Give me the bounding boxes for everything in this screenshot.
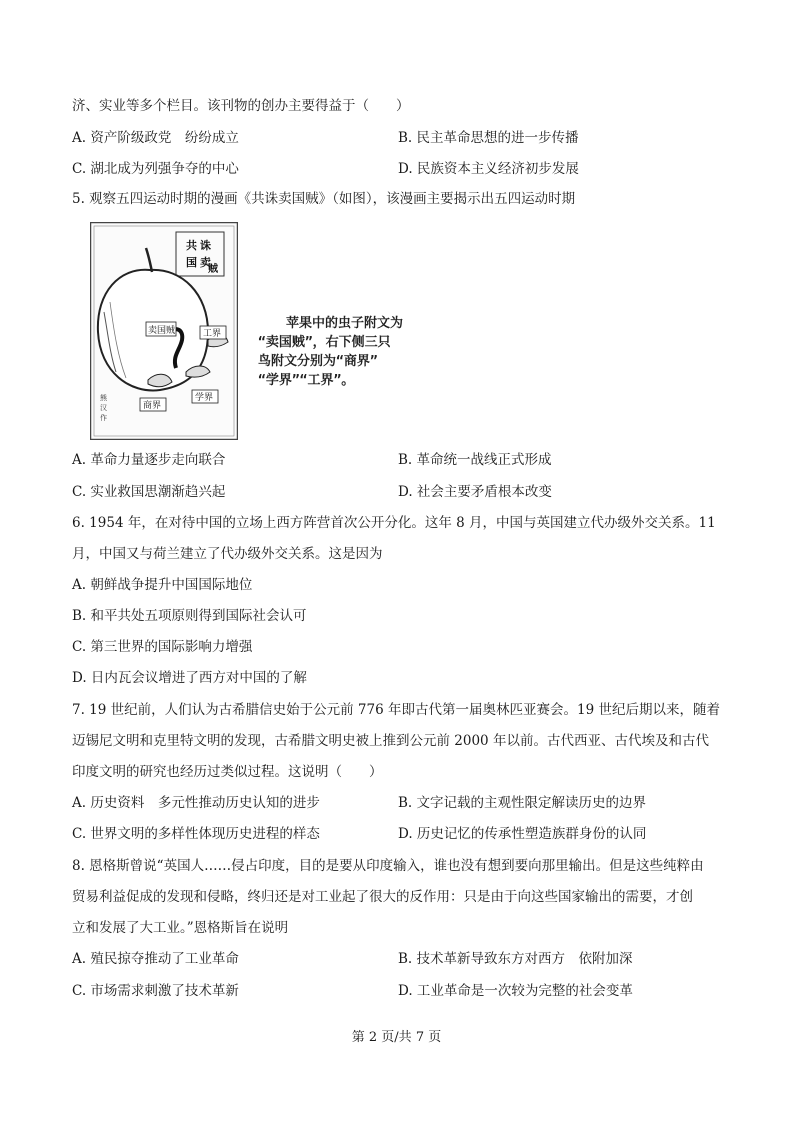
caption-line: 苹果中的虫子附文为: [286, 316, 404, 331]
svg-text:商界: 商界: [143, 401, 162, 411]
q6-option-c: C. 第三世界的国际影响力增强: [72, 639, 253, 655]
svg-text:汉: 汉: [100, 404, 107, 412]
q5-option-b: B. 革命统一战线正式形成: [398, 452, 552, 468]
q4-option-d: D. 民族资本主义经济初步发展: [398, 161, 579, 177]
svg-text:卖: 卖: [200, 256, 211, 269]
q7-option-a: A. 历史资料 多元性推动历史认知的进步: [72, 795, 320, 811]
svg-text:贼: 贼: [208, 264, 218, 275]
q5-figure: [90, 222, 470, 440]
svg-text:卖国贼: 卖国贼: [148, 326, 176, 336]
caption-line: “学界”“工界”。: [258, 373, 355, 388]
cartoon-title-part: 共: [186, 239, 197, 252]
svg-text:学界: 学界: [195, 393, 214, 403]
q6-option-d: D. 日内瓦会议增进了西方对中国的了解: [72, 670, 307, 686]
q8-stem-line2: 贸易利益促成的发现和侵略，终归还是对工业起了很大的反作用：只是由于向这些国家输出的需要，才创: [72, 889, 693, 905]
q7-stem-line1: 7. 19 世纪前，人们认为古希腊信史始于公元前 776 年即古代第一届奥林匹亚赛会。19 世纪后期以来，随着: [72, 702, 720, 718]
q8-stem-line1: 8. 恩格斯曾说“英国人……侵占印度，目的是要从印度输入，谁也没有想到要向那里输出。但是这些纯粹由: [72, 858, 704, 874]
svg-text:熊: 熊: [100, 394, 107, 402]
svg-text:诛: 诛: [200, 239, 211, 252]
svg-text:工界: 工界: [203, 329, 222, 339]
q8-option-d: D. 工业革命是一次较为完整的社会变革: [398, 983, 633, 999]
q7-option-c: C. 世界文明的多样性体现历史进程的样态: [72, 826, 320, 842]
q4-option-a: A. 资产阶级政党 纷纷成立: [72, 130, 239, 146]
q5-option-a: A. 革命力量逐步走向联合: [72, 452, 226, 468]
q7-stem-line2: 迈锡尼文明和克里特文明的发现，古希腊文明史被上推到公元前 2000 年以前。古代西亚、古代埃及和古代: [72, 733, 709, 749]
q7-option-d: D. 历史记忆的传承性塑造族群身份的认同: [398, 826, 647, 842]
q6-stem-line2: 月，中国又与荷兰建立了代办级外交关系。这是因为: [72, 546, 383, 562]
q8-stem-line3: 立和发展了大工业。”恩格斯旨在说明: [72, 920, 289, 936]
q6-stem-line1: 6. 1954 年，在对待中国的立场上西方阵营首次公开分化。这年 8 月，中国与英国建立代办级外交关系。11: [72, 515, 716, 531]
svg-text:国: 国: [186, 256, 197, 269]
q7-option-b: B. 文字记载的主观性限定解读历史的边界: [398, 795, 647, 811]
intro-line: 济、实业等多个栏目。该刊物的创办主要得益于（ ）: [72, 98, 410, 114]
caption-line: 鸟附文分别为“商界”: [258, 354, 378, 369]
caption-line: “卖国贼”，右下侧三只: [258, 335, 391, 350]
cartoon-image: [90, 222, 238, 440]
q8-option-a: A. 殖民掠夺推动了工业革命: [72, 951, 239, 967]
q6-option-b: B. 和平共处五项原则得到国际社会认可: [72, 608, 307, 624]
cartoon-caption: [258, 314, 468, 390]
q5-option-c: C. 实业救国思潮渐趋兴起: [72, 484, 226, 500]
q8-option-b: B. 技术革新导致东方对西方 依附加深: [398, 951, 633, 967]
q4-option-c: C. 湖北成为列强争夺的中心: [72, 161, 239, 177]
q4-option-b: B. 民主革命思想的进一步传播: [398, 130, 579, 146]
q8-option-c: C. 市场需求刺激了技术革新: [72, 983, 239, 999]
q5-option-d: D. 社会主要矛盾根本改变: [398, 484, 552, 500]
q6-option-a: A. 朝鲜战争提升中国国际地位: [72, 577, 253, 593]
page-footer: 第 2 页/共 7 页: [351, 1030, 442, 1045]
q5-stem: 5. 观察五四运动时期的漫画《共诛卖国贼》（如图），该漫画主要揭示出五四运动时期: [72, 191, 576, 207]
svg-text:作: 作: [100, 414, 107, 422]
q7-stem-line3: 印度文明的研究也经历过类似过程。这说明（ ）: [72, 764, 383, 780]
